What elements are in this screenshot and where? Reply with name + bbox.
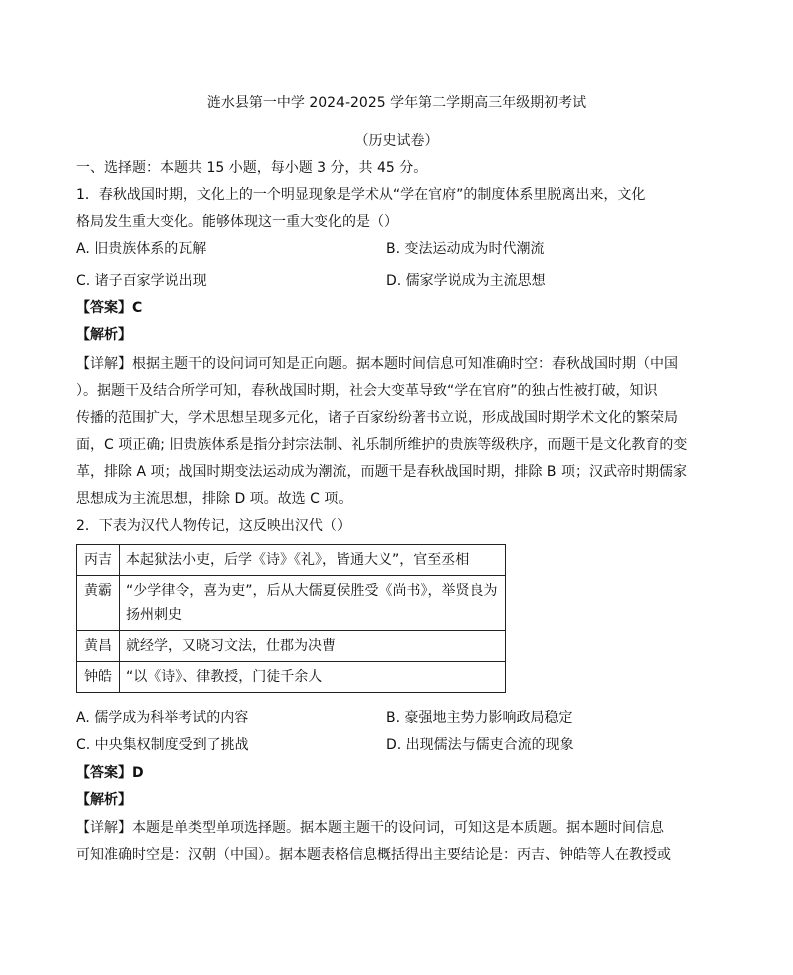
table-cell-name: 丙吉 (77, 545, 120, 576)
q1-stem-line2: 格局发生重大变化。能够体现这一重大变化的是（） (76, 214, 398, 230)
q2-detail-line: 可知准确时空是：汉朝（中国）。据本题表格信息概括得出主要结论是：丙吉、钟皓等人在教授或 (76, 847, 671, 863)
q2-biography-table (76, 544, 506, 693)
q1-stem-line1: 1．春秋战国时期，文化上的一个明显现象是学术从“学在官府”的制度体系里脱离出来，文化 (76, 187, 646, 203)
q1-detail-line: ）。据题干及结合所学可知，春秋战国时期，社会大变革导致“学在官府”的独占性被打破，知识 (76, 383, 658, 399)
table-cell-name: 黄昌 (77, 631, 120, 662)
section-heading: 一、选择题：本题共 15 小题，每小题 3 分，共 45 分。 (76, 160, 428, 176)
q1-option-b: B. 变法运动成为时代潮流 (386, 241, 545, 257)
q2-option-a: A. 儒学成为科举考试的内容 (76, 710, 249, 726)
exam-subtitle: （历史试卷） (354, 133, 439, 149)
table-row (77, 631, 506, 662)
table-cell-name: 钟皓 (77, 662, 120, 693)
q1-option-d: D. 儒家学说成为主流思想 (386, 273, 546, 289)
q2-answer: 【答案】D (76, 765, 144, 781)
table-cell-name: 黄霸 (77, 576, 120, 631)
table-cell-desc: “少学律令，喜为吏”，后从大儒夏侯胜受《尚书》，举贤良为扬州刺史 (120, 576, 506, 631)
q1-analysis-label: 【解析】 (76, 327, 132, 343)
q1-option-c: C. 诸子百家学说出现 (76, 273, 207, 289)
table-cell-desc: “以《诗》、律教授，门徒千余人 (120, 662, 506, 693)
q2-detail-line: 【详解】本题是单类型单项选择题。据本题主题干的设问词，可知这是本质题。据本题时间信息 (76, 820, 664, 836)
q2-option-b: B. 豪强地主势力影响政局稳定 (386, 710, 573, 726)
q1-detail-line: 面，C 项正确; 旧贵族体系是指分封宗法制、礼乐制所维护的贵族等级秩序，而题干是文化教育的变 (76, 437, 688, 453)
exam-title: 涟水县第一中学 2024-2025 学年第二学期高三年级期初考试 (206, 95, 587, 111)
q2-option-c: C. 中央集权制度受到了挑战 (76, 737, 249, 753)
q1-detail-line: 【详解】根据主题干的设问词可知是正向题。据本题时间信息可知准确时空：春秋战国时期（中国 (76, 356, 678, 372)
table-row (77, 662, 506, 693)
table-cell-desc: 本起狱法小吏，后学《诗》《礼》，皆通大义”，官至丞相 (120, 545, 506, 576)
q2-stem: 2．下表为汉代人物传记，这反映出汉代（） (76, 518, 351, 534)
q1-answer: 【答案】C (76, 300, 143, 316)
table-cell-desc: 就经学，又晓习文法，仕郡为决曹 (120, 631, 506, 662)
q1-detail-line: 革，排除 A 项；战国时期变法运动成为潮流，而题干是春秋战国时期，排除 B 项；汉武帝时期儒家 (76, 464, 687, 480)
table-row (77, 576, 506, 631)
q2-option-d: D. 出现儒法与儒吏合流的现象 (386, 737, 574, 753)
q1-option-a: A. 旧贵族体系的瓦解 (76, 241, 207, 257)
q1-detail-line: 思想成为主流思想，排除 D 项。故选 C 项。 (76, 491, 353, 507)
table-row (77, 545, 506, 576)
q2-analysis-label: 【解析】 (76, 792, 132, 808)
q1-detail-line: 传播的范围扩大，学术思想呈现多元化，诸子百家纷纷著书立说，形成战国时期学术文化的繁荣局 (76, 410, 678, 426)
